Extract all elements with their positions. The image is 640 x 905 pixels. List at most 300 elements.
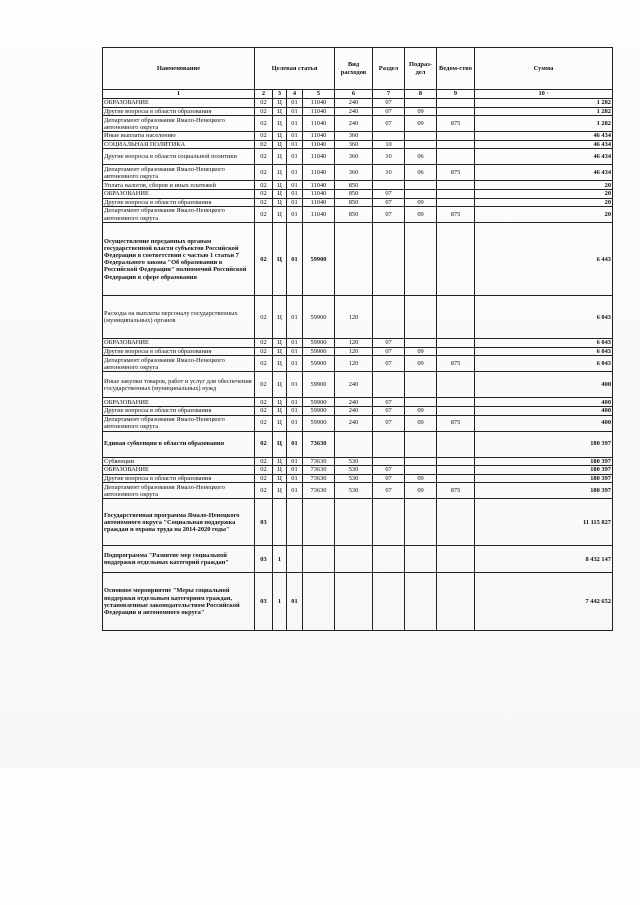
cell-department [437,546,475,573]
cell-program-code: 02 [255,116,273,132]
cell-name: ОБРАЗОВАНИЕ [103,189,255,198]
cell-sum: 6 043 [475,339,613,348]
cell-sum: 8 432 147 [475,546,613,573]
cell-subsection [405,398,437,407]
cell-name: Государственная программа Ямало-Ненецкого автономного округа "Социальная поддержка граждан и охрана труда на 2014-2020 годы" [103,499,255,546]
table-row [103,474,613,483]
cell-section: 07 [373,398,405,407]
cell-direction-code: 11040 [303,107,335,116]
cell-section [373,457,405,466]
cell-subsection: 09 [405,356,437,372]
cell-expense-type [335,499,373,546]
cell-direction-code: 59900 [303,398,335,407]
cell-expense-type: 530 [335,457,373,466]
cell-program-code: 02 [255,165,273,181]
cell-expense-type: 360 [335,165,373,181]
cell-subprogram-code: Ц [273,431,287,457]
cell-measure-code: 01 [287,107,303,116]
cell-name: Департамент образования Ямало-Ненецкого автономного округа [103,356,255,372]
cell-measure-code: 01 [287,347,303,356]
cell-sum: 46 434 [475,140,613,149]
cell-subsection [405,296,437,339]
table-row [103,198,613,207]
cell-sum: 1 282 [475,116,613,132]
cell-name: Департамент образования Ямало-Ненецкого автономного округа [103,165,255,181]
cell-program-code: 02 [255,347,273,356]
cell-sum: 6 043 [475,296,613,339]
cell-name: Подпрограмма "Развитие мер социальной поддержки отдельных категорий граждан" [103,546,255,573]
cell-subsection: 06 [405,165,437,181]
cell-subsection: 06 [405,149,437,165]
column-number: 6 [335,90,373,99]
table-row [103,165,613,181]
cell-subprogram-code: Ц [273,339,287,348]
cell-department [437,398,475,407]
cell-program-code: 02 [255,466,273,475]
cell-sum: 1 282 [475,99,613,108]
cell-direction-code: 59900 [303,223,335,296]
cell-program-code: 02 [255,198,273,207]
cell-subprogram-code: Ц [273,99,287,108]
cell-name: Другие вопросы в области образования [103,107,255,116]
column-number: 4 [287,90,303,99]
cell-direction-code: 11040 [303,165,335,181]
cell-name: Департамент образования Ямало-Ненецкого автономного округа [103,116,255,132]
cell-name: Иные закупки товаров, работ и услуг для обеспечения государственных (муниципальных) нужд [103,372,255,398]
cell-expense-type: 530 [335,474,373,483]
cell-expense-type: 850 [335,189,373,198]
cell-subprogram-code: Ц [273,107,287,116]
cell-name: Департамент образования Ямало-Ненецкого автономного округа [103,415,255,431]
cell-name: Другие вопросы в области образования [103,406,255,415]
cell-expense-type: 120 [335,356,373,372]
table-row [103,347,613,356]
cell-measure-code [287,546,303,573]
cell-direction-code: 73630 [303,457,335,466]
cell-program-code: 03 [255,573,273,631]
cell-direction-code: 59900 [303,339,335,348]
cell-department [437,296,475,339]
cell-expense-type [335,546,373,573]
cell-measure-code: 01 [287,207,303,223]
cell-section: 07 [373,466,405,475]
cell-measure-code: 01 [287,398,303,407]
cell-measure-code: 01 [287,483,303,499]
cell-program-code: 02 [255,149,273,165]
cell-subprogram-code: 1 [273,573,287,631]
cell-department [437,474,475,483]
cell-direction-code [303,573,335,631]
cell-sum: 180 397 [475,457,613,466]
cell-expense-type: 530 [335,466,373,475]
cell-subsection [405,573,437,631]
cell-sum: 11 115 827 [475,499,613,546]
cell-subprogram-code: Ц [273,207,287,223]
cell-section: 07 [373,474,405,483]
cell-subprogram-code: Ц [273,474,287,483]
cell-measure-code: 01 [287,181,303,190]
cell-subsection: 09 [405,406,437,415]
cell-section: 07 [373,347,405,356]
cell-section: 10 [373,149,405,165]
table-row [103,189,613,198]
table-row [103,466,613,475]
cell-program-code: 02 [255,483,273,499]
cell-program-code: 02 [255,140,273,149]
table-row [103,546,613,573]
cell-section: 07 [373,107,405,116]
table-row [103,573,613,631]
cell-sum: 6 043 [475,347,613,356]
cell-department [437,339,475,348]
cell-section: 10 [373,165,405,181]
cell-expense-type: 240 [335,372,373,398]
cell-measure-code: 01 [287,296,303,339]
cell-subsection [405,99,437,108]
cell-subprogram-code: Ц [273,356,287,372]
cell-subprogram-code [273,499,287,546]
cell-program-code: 03 [255,546,273,573]
cell-measure-code: 01 [287,132,303,141]
cell-measure-code: 01 [287,415,303,431]
cell-section: 07 [373,406,405,415]
cell-department [437,149,475,165]
cell-sum: 180 397 [475,483,613,499]
cell-name: Департамент образования Ямало-Ненецкого автономного округа [103,207,255,223]
column-number: 5 [303,90,335,99]
cell-subprogram-code: Ц [273,116,287,132]
cell-measure-code: 01 [287,457,303,466]
cell-name: Основное мероприятие "Меры социальной поддержки отдельным категориям граждан, установленные законодательством Российской Федерации и автономного округа" [103,573,255,631]
cell-subsection [405,189,437,198]
cell-section: 07 [373,189,405,198]
cell-sum: 20 [475,189,613,198]
cell-direction-code [303,499,335,546]
cell-subsection: 09 [405,116,437,132]
cell-measure-code: 01 [287,140,303,149]
cell-direction-code: 73630 [303,474,335,483]
cell-department: 875 [437,483,475,499]
cell-measure-code: 01 [287,198,303,207]
cell-subprogram-code: Ц [273,347,287,356]
cell-program-code: 02 [255,107,273,116]
cell-subprogram-code: Ц [273,198,287,207]
cell-department [437,181,475,190]
cell-department [437,189,475,198]
cell-name: Другие вопросы в области образования [103,474,255,483]
table-row [103,431,613,457]
cell-expense-type: 240 [335,406,373,415]
cell-sum: 7 442 652 [475,573,613,631]
cell-department [437,431,475,457]
header-name: Наименование [103,48,255,90]
cell-measure-code: 01 [287,573,303,631]
cell-program-code: 02 [255,181,273,190]
table-row [103,372,613,398]
cell-section: 07 [373,207,405,223]
cell-section [373,296,405,339]
cell-sum: 20 [475,207,613,223]
cell-name: Субвенции [103,457,255,466]
cell-expense-type [335,223,373,296]
cell-measure-code: 01 [287,189,303,198]
cell-subsection [405,457,437,466]
cell-section [373,431,405,457]
cell-name: СОЦИАЛЬНАЯ ПОЛИТИКА [103,140,255,149]
cell-section: 07 [373,99,405,108]
cell-direction-code: 11040 [303,132,335,141]
cell-direction-code: 11040 [303,140,335,149]
cell-sum: 180 397 [475,431,613,457]
cell-section: 07 [373,198,405,207]
cell-name: Осуществление переданных органам государственной власти субъектов Российской Федерации в соответствии с частью 1 статьи 7 Федерального закона "Об образовании в Российской Федерации" полномочий Российской Федерации в сфере образования [103,223,255,296]
cell-measure-code [287,499,303,546]
cell-direction-code: 59900 [303,347,335,356]
table-row [103,140,613,149]
cell-section: 07 [373,356,405,372]
header-subsection: Подраз-дел [405,48,437,90]
cell-measure-code: 01 [287,223,303,296]
cell-expense-type: 240 [335,107,373,116]
cell-sum: 180 397 [475,466,613,475]
cell-sum: 180 397 [475,474,613,483]
header-sum: Сумма [475,48,613,90]
cell-sum: 6 443 [475,223,613,296]
cell-subsection [405,132,437,141]
cell-name: Единая субвенция в области образования [103,431,255,457]
cell-department [437,198,475,207]
cell-expense-type: 850 [335,198,373,207]
cell-subsection: 09 [405,415,437,431]
cell-direction-code: 11040 [303,99,335,108]
cell-subprogram-code: Ц [273,165,287,181]
table-row [103,149,613,165]
cell-measure-code: 01 [287,474,303,483]
cell-expense-type: 240 [335,116,373,132]
cell-program-code: 03 [255,499,273,546]
cell-department: 875 [437,207,475,223]
cell-subsection: 09 [405,107,437,116]
cell-subsection: 09 [405,347,437,356]
column-numbers-row [103,90,613,99]
header-expense-type: Вид расходов [335,48,373,90]
cell-section [373,132,405,141]
cell-subprogram-code: Ц [273,406,287,415]
cell-department [437,499,475,546]
cell-sum: 20 [475,181,613,190]
cell-department [437,573,475,631]
cell-subsection [405,431,437,457]
cell-direction-code: 11040 [303,198,335,207]
cell-subprogram-code: Ц [273,223,287,296]
cell-name: Другие вопросы в области образования [103,347,255,356]
cell-program-code: 02 [255,457,273,466]
cell-subsection [405,181,437,190]
cell-direction-code: 59900 [303,356,335,372]
column-number: 8 [405,90,437,99]
table-row [103,223,613,296]
cell-subsection: 09 [405,483,437,499]
cell-expense-type: 850 [335,181,373,190]
cell-expense-type [335,573,373,631]
table-row [103,296,613,339]
cell-section [373,181,405,190]
cell-subprogram-code: Ц [273,140,287,149]
cell-section [373,499,405,546]
cell-sum: 20 [475,198,613,207]
header-row [103,48,613,90]
cell-expense-type: 360 [335,140,373,149]
cell-department [437,140,475,149]
cell-name: ОБРАЗОВАНИЕ [103,466,255,475]
cell-subsection [405,466,437,475]
cell-subprogram-code: Ц [273,296,287,339]
cell-section [373,372,405,398]
cell-program-code: 02 [255,339,273,348]
cell-program-code: 02 [255,132,273,141]
cell-name: ОБРАЗОВАНИЕ [103,339,255,348]
cell-expense-type: 530 [335,483,373,499]
cell-sum: 46 434 [475,132,613,141]
table-row [103,116,613,132]
cell-sum: 46 434 [475,149,613,165]
cell-department [437,223,475,296]
cell-department [437,132,475,141]
cell-direction-code: 73630 [303,431,335,457]
column-number: 1 [103,90,255,99]
cell-subprogram-code: Ц [273,483,287,499]
cell-section [373,546,405,573]
header-department: Ведом-ство [437,48,475,90]
cell-section: 07 [373,483,405,499]
cell-department: 875 [437,165,475,181]
cell-subprogram-code: Ц [273,398,287,407]
column-number: 3 [273,90,287,99]
cell-direction-code: 11040 [303,181,335,190]
table-row [103,499,613,546]
cell-department [437,406,475,415]
cell-direction-code: 11040 [303,116,335,132]
cell-direction-code: 59900 [303,406,335,415]
cell-name: Иные выплаты населению [103,132,255,141]
cell-name: Расходы на выплаты персоналу государственных (муниципальных) органов [103,296,255,339]
header-target-article: Целевая статья [255,48,335,90]
cell-subsection: 09 [405,198,437,207]
cell-subprogram-code: 1 [273,546,287,573]
cell-measure-code: 01 [287,431,303,457]
cell-department [437,457,475,466]
cell-expense-type: 360 [335,149,373,165]
cell-direction-code: 73630 [303,466,335,475]
cell-direction-code: 59900 [303,372,335,398]
cell-direction-code: 59900 [303,415,335,431]
cell-direction-code: 59900 [303,296,335,339]
cell-name: Уплата налогов, сборов и иных платежей [103,181,255,190]
cell-measure-code: 01 [287,339,303,348]
cell-direction-code [303,546,335,573]
cell-department [437,347,475,356]
cell-department: 875 [437,356,475,372]
cell-subsection: 09 [405,207,437,223]
table-row [103,207,613,223]
cell-subprogram-code: Ц [273,149,287,165]
cell-program-code: 02 [255,474,273,483]
cell-sum: 400 [475,398,613,407]
cell-subprogram-code: Ц [273,132,287,141]
cell-section [373,573,405,631]
table-row [103,356,613,372]
cell-subsection [405,140,437,149]
table-row [103,132,613,141]
cell-subprogram-code: Ц [273,189,287,198]
cell-section: 07 [373,116,405,132]
column-number: 9 [437,90,475,99]
cell-name: Другие вопросы в области образования [103,198,255,207]
cell-subsection [405,372,437,398]
cell-department: 875 [437,116,475,132]
cell-program-code: 02 [255,99,273,108]
cell-sum: 46 434 [475,165,613,181]
cell-program-code: 02 [255,296,273,339]
cell-section [373,223,405,296]
cell-subprogram-code: Ц [273,457,287,466]
cell-program-code: 02 [255,207,273,223]
table-row [103,415,613,431]
cell-section: 07 [373,415,405,431]
header-section: Раздел [373,48,405,90]
cell-subprogram-code: Ц [273,415,287,431]
cell-section: 10 [373,140,405,149]
cell-name: ОБРАЗОВАНИЕ [103,398,255,407]
cell-subprogram-code: Ц [273,181,287,190]
cell-subprogram-code: Ц [273,372,287,398]
cell-expense-type: 120 [335,296,373,339]
table-row [103,483,613,499]
cell-expense-type: 120 [335,339,373,348]
column-number: 2 [255,90,273,99]
column-number: 7 [373,90,405,99]
cell-department: 875 [437,415,475,431]
cell-program-code: 02 [255,189,273,198]
table-body [103,99,613,631]
cell-sum: 1 282 [475,107,613,116]
cell-name: Департамент образования Ямало-Ненецкого автономного округа [103,483,255,499]
cell-subsection: 09 [405,474,437,483]
cell-direction-code: 11040 [303,189,335,198]
cell-subprogram-code: Ц [273,466,287,475]
cell-measure-code: 01 [287,99,303,108]
cell-measure-code: 01 [287,406,303,415]
cell-expense-type [335,431,373,457]
cell-department [437,372,475,398]
table-row [103,181,613,190]
table-row [103,457,613,466]
cell-name: ОБРАЗОВАНИЕ [103,99,255,108]
cell-department [437,466,475,475]
cell-program-code: 02 [255,356,273,372]
table-row [103,398,613,407]
cell-measure-code: 01 [287,356,303,372]
budget-table [102,47,613,631]
column-number: 10 · [475,90,613,99]
cell-sum: 400 [475,372,613,398]
cell-program-code: 02 [255,415,273,431]
cell-direction-code: 11040 [303,149,335,165]
cell-expense-type: 850 [335,207,373,223]
cell-subsection [405,499,437,546]
cell-measure-code: 01 [287,372,303,398]
cell-subsection [405,223,437,296]
